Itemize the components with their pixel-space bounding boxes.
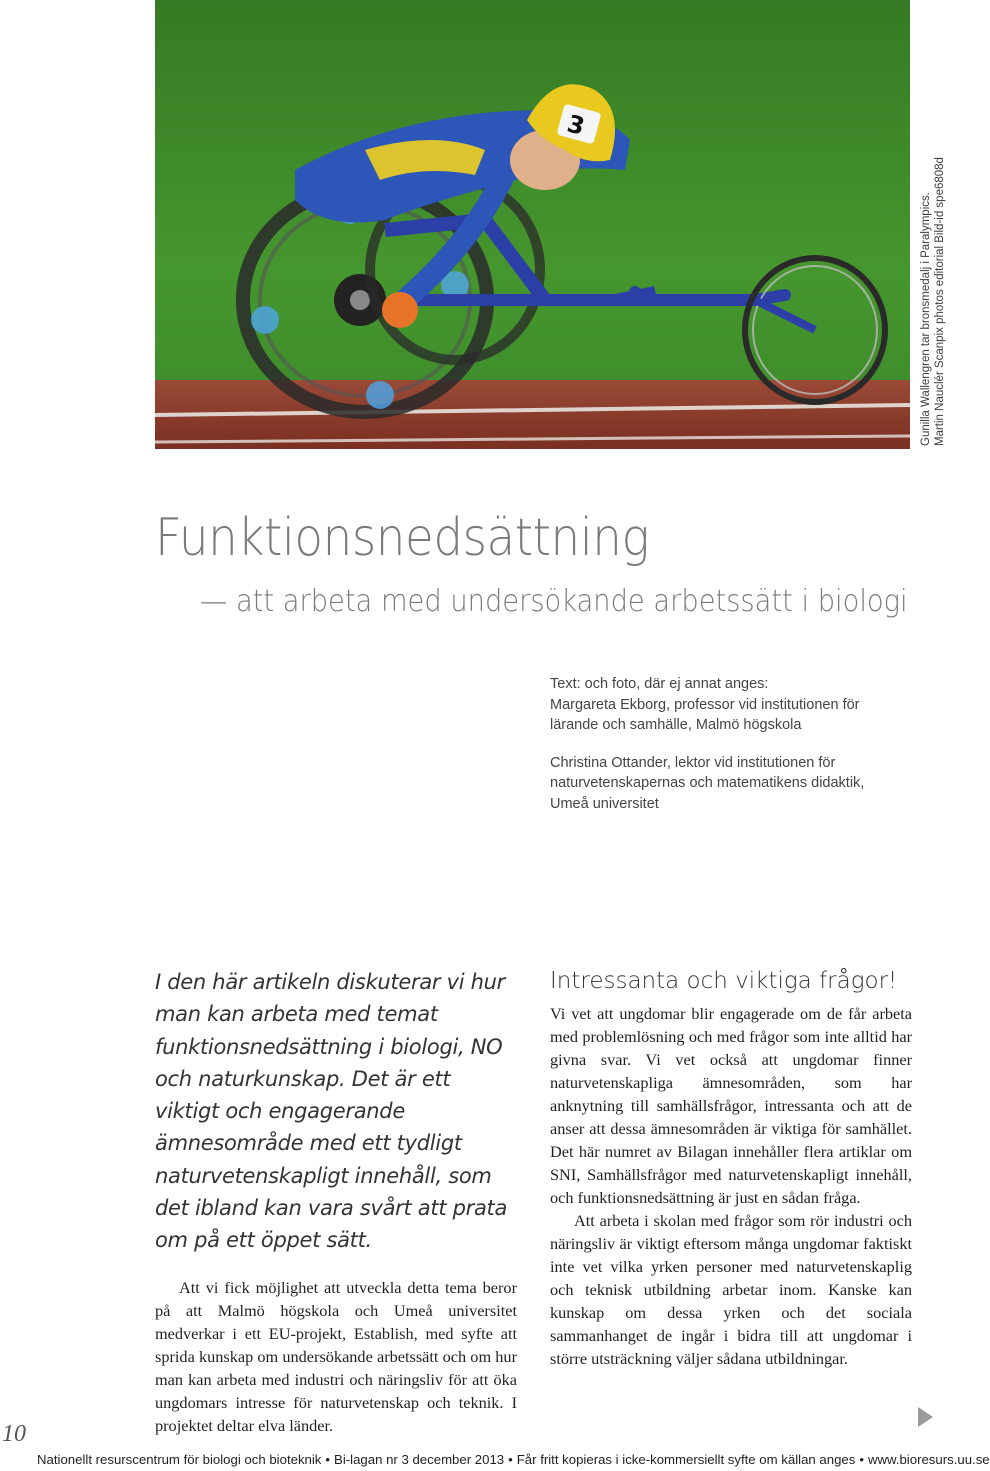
- left-column: [155, 966, 517, 1437]
- credit-line: Margareta Ekborg, professor vid institutionen för: [550, 696, 860, 713]
- body-paragraph: Att vi fick möjlighet att utveckla detta tema beror på att Malmö högskola och Umeå universitet medverkar i ett EU-projekt, Establish, med syfte att sprida kunskap om undersökande arbetssätt och om hur man kan arbeta med industri och näringsliv för att öka ungdomars intresse för naturvetenskap och teknik. I projektet deltar elva länder.: [155, 1277, 517, 1435]
- footer-issue: Bi-lagan nr 3 december 2013: [334, 1452, 505, 1467]
- photo-caption-line-1: Gunilla Wallengren tar bronsmedalj i Paralympics.: [920, 192, 932, 446]
- glove: [382, 292, 418, 328]
- credit-line: Text: och foto, där ej annat anges:: [550, 676, 769, 692]
- page-footer: [37, 1452, 990, 1467]
- chair-frame: [405, 295, 785, 300]
- footer-separator: •: [325, 1452, 331, 1467]
- body-paragraph: Att arbeta i skolan med frågor som rör industri och näringsliv är viktigt eftersom många ungdomar faktiskt inte vet vilka yrken personer med naturvetenskaplig och teknisk utbildning arbetar inom. Kanske kan kunskap om dessa yrken och det sociala sammanhanget de ingår i bidra till att ungdomar i större utsträckning väljer sådana utbildningar.: [550, 1211, 912, 1368]
- right-column: [550, 966, 912, 1370]
- wheelchair-racer-photo: [155, 0, 910, 449]
- footer-separator: •: [508, 1452, 513, 1467]
- footer-organization: Nationellt resurscentrum för biologi och bioteknik: [37, 1452, 322, 1467]
- lead-paragraph: I den här artikeln diskuterar vi hur man kan arbeta med temat funktionsnedsättning i biologi, NO och naturkunskap. Det är ett viktigt och engagerande ämnesområde med ett tydligt naturvetenskapligt innehåll, som det ibland kan vara svårt att prata om på ett öppet sätt.: [155, 970, 508, 1253]
- bib-number: 3: [564, 109, 588, 141]
- article-subtitle: — att arbeta med undersökande arbetssätt i biologi: [200, 584, 908, 619]
- body-paragraph: Vi vet att ungdomar blir engagerade om de får arbeta med problemlösning och med frågor som inte alltid har givna svar. Vi vet också att ungdomar finner naturvetenskapliga ämnesområden, som har anknytning till samhällsfrågor, intressanta och att de anser att dessa ämnesområden är viktiga för samhället. Det här numret av Bilagan innehåller flera artiklar om SNI, Samhällsfrågor med naturvetenskapligt innehåll, och funktionsnedsättning är just en sådan fråga.: [550, 1004, 912, 1207]
- credit-line: lärande och samhälle, Malmö högskola: [550, 717, 802, 733]
- footer-separator: •: [859, 1452, 864, 1467]
- article-title: Funktionsnedsättning: [155, 508, 650, 568]
- footer-copy-notice: Får fritt kopieras i icke-kommersiellt syfte om källan anges: [516, 1452, 856, 1467]
- credit-line: naturvetenskapernas och matematikens didaktik,: [550, 775, 865, 791]
- photo-caption-line-2: Martin Nauclér Scanpix photos editorial Bild-id spe6808d: [934, 157, 946, 446]
- footer-website-link[interactable]: www.bioresurs.uu.se: [867, 1452, 990, 1467]
- continue-arrow-icon: [918, 1407, 933, 1427]
- photo-caption: [919, 0, 955, 446]
- article-photo: [155, 0, 910, 449]
- author-credits: [550, 674, 930, 814]
- page-number: 10: [2, 1421, 26, 1447]
- section-heading: Intressanta och viktiga frågor!: [550, 968, 898, 994]
- credit-line: Christina Ottander, lektor vid institutionen för: [550, 754, 836, 771]
- credit-line: Umeå universitet: [550, 795, 659, 812]
